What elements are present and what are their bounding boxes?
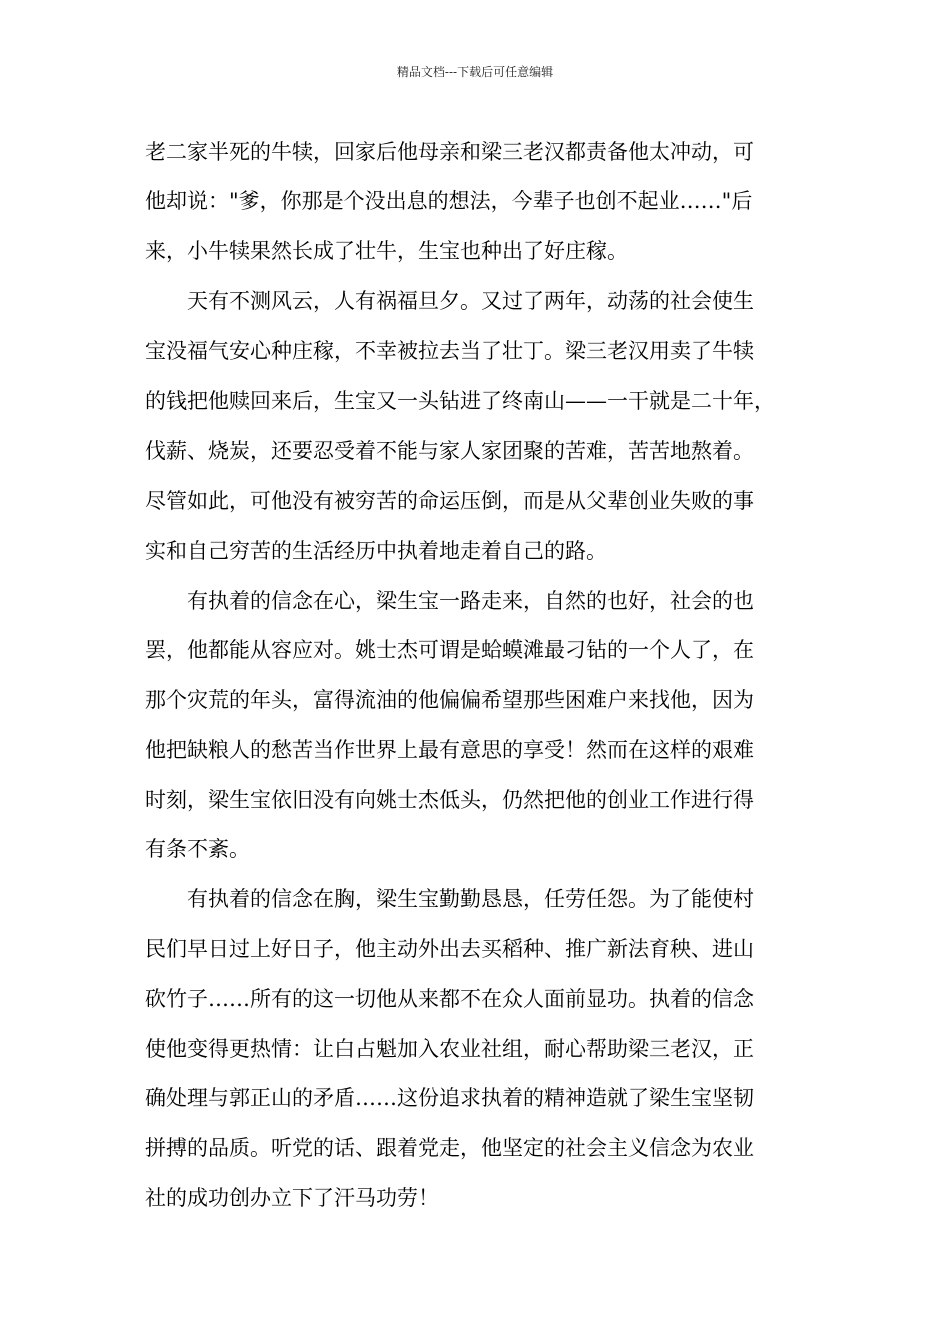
text-line: 有执着的信念在胸，梁生宝勤勤恳恳，任劳任怨。为了能使村 bbox=[145, 887, 754, 911]
text-line: 社的成功创办立下了汗马功劳！ bbox=[145, 1186, 439, 1210]
text-line: 的钱把他赎回来后，生宝又一头钻进了终南山——一干就是二十年， bbox=[145, 389, 775, 413]
text-line: 来，小牛犊果然长成了壮牛，生宝也种出了好庄稼。 bbox=[145, 239, 628, 263]
text-line: 有执着的信念在心，梁生宝一路走来，自然的也好，社会的也 bbox=[145, 589, 754, 613]
text-line: 时刻，梁生宝依旧没有向姚士杰低头，仍然把他的创业工作进行得 bbox=[145, 788, 754, 812]
text-line: 使他变得更热情：让白占魁加入农业社组，耐心帮助梁三老汉，正 bbox=[145, 1037, 754, 1061]
text-line: 老二家半死的牛犊，回家后他母亲和梁三老汉都责备他太冲动，可 bbox=[145, 140, 754, 164]
text-line: 宝没福气安心种庄稼，不幸被拉去当了壮丁。梁三老汉用卖了牛犊 bbox=[145, 339, 754, 363]
text-line: 确处理与郭正山的矛盾……这份追求执着的精神造就了梁生宝坚韧 bbox=[145, 1086, 754, 1110]
text-line: 他把缺粮人的愁苦当作世界上最有意思的享受！然而在这样的艰难 bbox=[145, 738, 754, 762]
text-line: 那个灾荒的年头，富得流油的他偏偏希望那些困难户来找他，因为 bbox=[145, 688, 754, 712]
text-line: 尽管如此，可他没有被穷苦的命运压倒，而是从父辈创业失败的事 bbox=[145, 489, 754, 513]
text-line: 民们早日过上好日子，他主动外出去买稻种、推广新法育秧、进山 bbox=[145, 937, 754, 961]
text-line: 天有不测风云，人有祸福旦夕。又过了两年，动荡的社会使生 bbox=[145, 289, 754, 313]
text-line: 他却说："爹，你那是个没出息的想法，今辈子也创不起业……"后 bbox=[145, 189, 753, 213]
text-line: 砍竹子……所有的这一切他从来都不在众人面前显功。执着的信念 bbox=[145, 987, 754, 1011]
text-line: 实和自己穷苦的生活经历中执着地走着自己的路。 bbox=[145, 539, 607, 563]
text-line: 伐薪、烧炭，还要忍受着不能与家人家团聚的苦难，苦苦地熬着。 bbox=[145, 439, 754, 463]
text-line: 拼搏的品质。听党的话、跟着党走，他坚定的社会主义信念为农业 bbox=[145, 1136, 754, 1160]
text-line: 有条不紊。 bbox=[145, 837, 250, 861]
text-line: 罢，他都能从容应对。姚士杰可谓是蛤蟆滩最刁钻的一个人了，在 bbox=[145, 638, 754, 662]
page-header: 精品文档---下载后可任意编辑 bbox=[396, 65, 554, 79]
